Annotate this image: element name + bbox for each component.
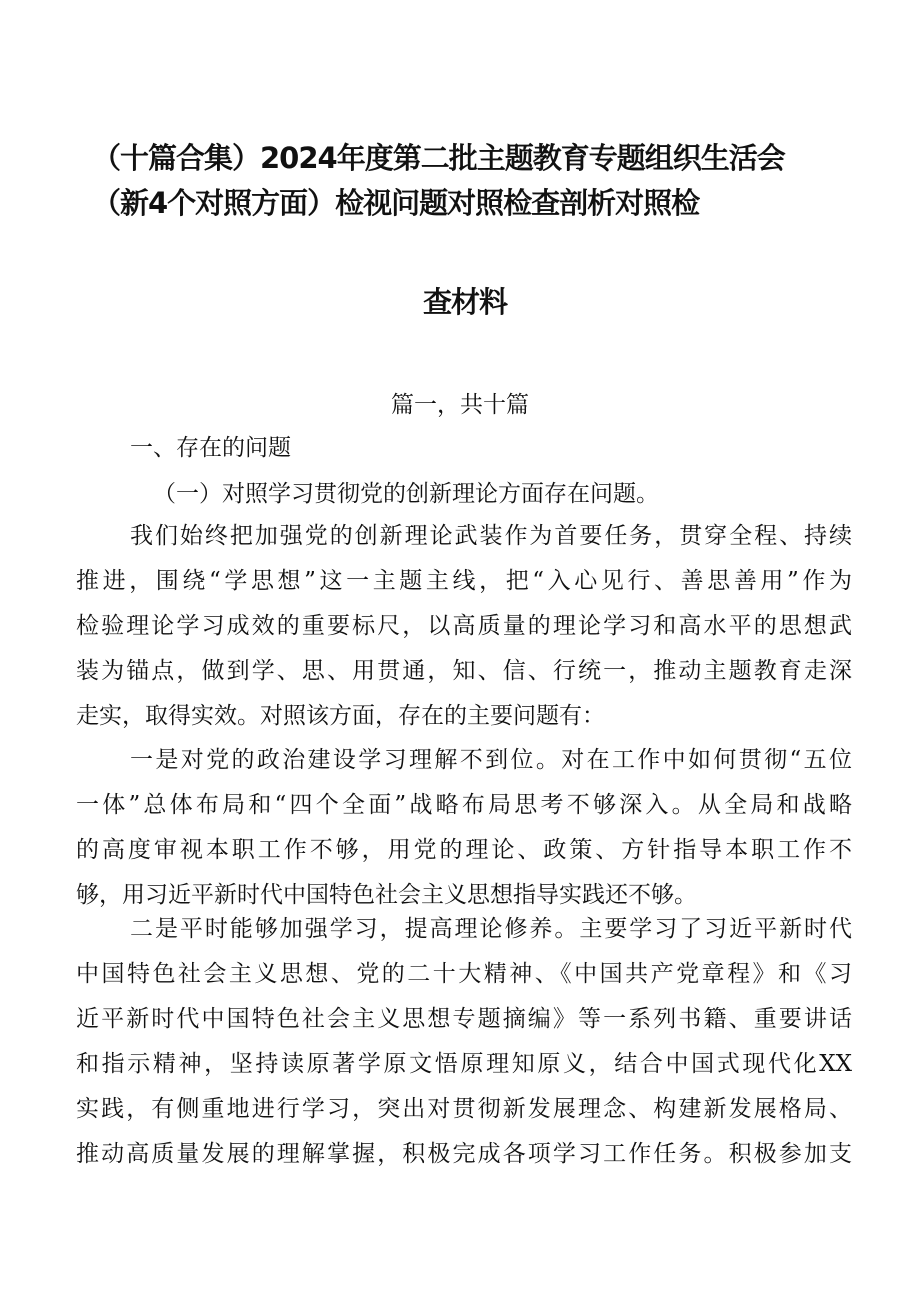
paragraph-1 bbox=[76, 514, 852, 739]
paragraph-line: 我们始终把加强党的创新理论武装作为首要任务，贯穿全程、持续 bbox=[130, 523, 852, 549]
paragraph-line: 装为锚点，做到学、思、用贯通，知、信、行统一，推动主题教育走深 bbox=[76, 658, 852, 684]
document-title-line-3: 查材料 bbox=[422, 285, 507, 319]
document-title-line-2: （新4个对照方面）检视问题对照检查剖析对照检 bbox=[92, 186, 700, 220]
paragraph-line: 一体”总体布局和“四个全面”战略布局思考不够深入。从全局和战略 bbox=[76, 792, 852, 818]
section-subtitle: 篇一，共十篇 bbox=[391, 392, 529, 418]
paragraph-line: 走实，取得实效。对照该方面，存在的主要问题有： bbox=[76, 703, 605, 729]
paragraph-line: 二是平时能够加强学习，提高理论修养。主要学习了习近平新时代 bbox=[130, 916, 852, 942]
paragraph-line: 的高度审视本职工作不够，用党的理论、政策、方针指导本职工作不 bbox=[76, 837, 852, 863]
paragraph-line: 中国特色社会主义思想、党的二十大精神、《中国共产党章程》和《习 bbox=[76, 961, 852, 987]
paragraph-line: 检验理论学习成效的重要标尺，以高质量的理论学习和高水平的思想武 bbox=[76, 613, 852, 639]
document-title-line-1: （十篇合集）2024年度第二批主题教育专题组织生活会 bbox=[92, 141, 785, 175]
paragraph-line: 推动高质量发展的理解掌握，积极完成各项学习工作任务。积极参加支 bbox=[76, 1141, 852, 1167]
paragraph-line: 和指示精神，坚持读原著学原文悟原理知原义，结合中国式现代化XX bbox=[76, 1051, 852, 1077]
paragraph-line: 一是对党的政治建设学习理解不到位。对在工作中如何贯彻“五位 bbox=[130, 747, 852, 773]
paragraph-line: 实践，有侧重地进行学习，突出对贯彻新发展理念、构建新发展格局、 bbox=[76, 1096, 852, 1122]
paragraph-line: 近平新时代中国特色社会主义思想专题摘编》等一系列书籍、重要讲话 bbox=[76, 1006, 852, 1032]
heading-level-1: 一、存在的问题 bbox=[130, 435, 291, 461]
paragraph-line: 够，用习近平新时代中国特色社会主义思想指导实践还不够。 bbox=[76, 882, 697, 908]
paragraph-line: 推进，围绕“学思想”这一主题主线，把“入心见行、善思善用”作为 bbox=[76, 568, 852, 594]
heading-level-2: （一）对照学习贯彻党的创新理论方面存在问题。 bbox=[153, 481, 659, 507]
paragraph-3 bbox=[76, 907, 852, 1177]
paragraph-2 bbox=[76, 738, 852, 918]
